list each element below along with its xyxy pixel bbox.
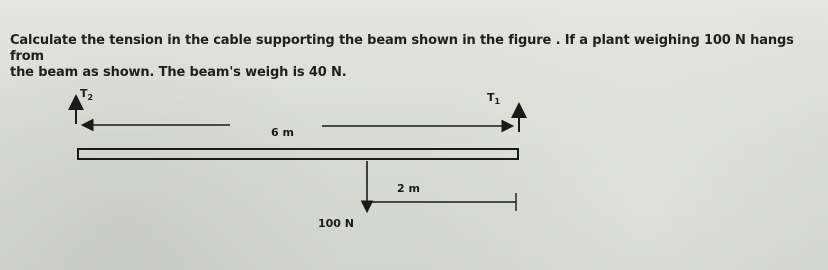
t2-label: $T_2$ [80, 87, 94, 102]
beam [78, 149, 518, 159]
offset-label: 2 m [397, 182, 420, 195]
t1-label: $T_1$ [487, 91, 501, 106]
problem-statement: Calculate the tension in the cable supporting the beam shown in the figure . If a plant weighing 100 N hangs from the beam as shown. The beam's weigh is 40 N. [10, 33, 794, 80]
load-label: 100 N [318, 217, 354, 230]
span-label: 6 m [271, 126, 294, 139]
